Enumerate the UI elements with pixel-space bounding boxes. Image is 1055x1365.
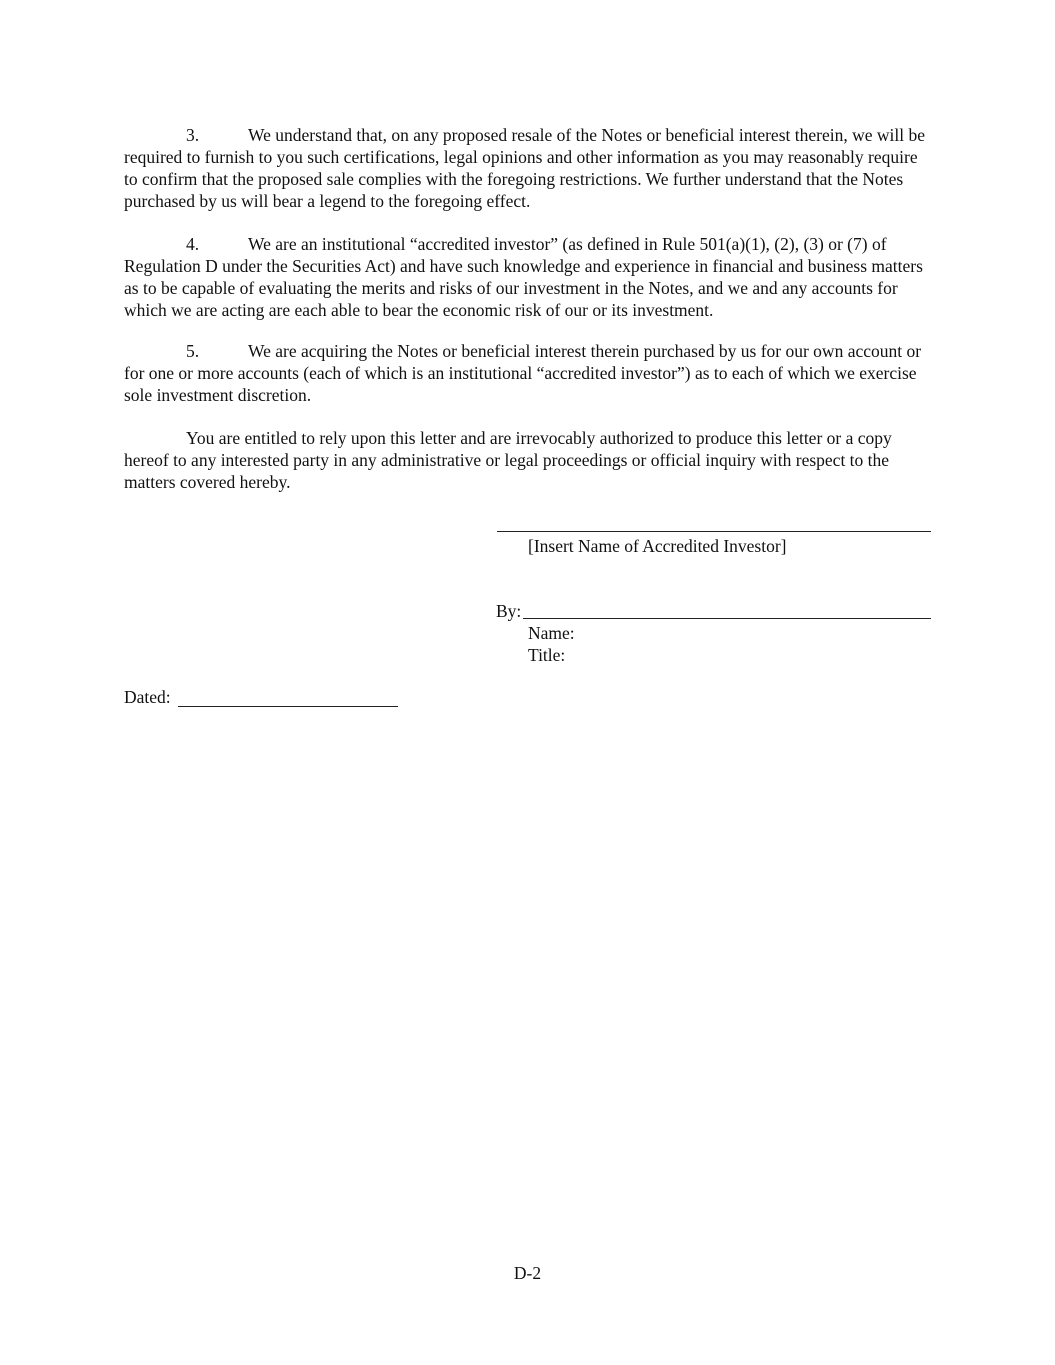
paragraph-number: 5. bbox=[186, 341, 200, 361]
closing-paragraph bbox=[124, 427, 934, 493]
paragraph-number: 3. bbox=[186, 125, 200, 145]
name-label: Name: bbox=[528, 623, 575, 643]
closing-paragraph-text: You are entitled to rely upon this letter and are irrevocably authorized to produce this letter or a copy hereof to any interested party in any administrative or legal proceedings or official inquiry with respect to the matters covered hereby. bbox=[124, 428, 892, 492]
paragraph-5 bbox=[124, 340, 934, 406]
by-label: By: bbox=[496, 601, 522, 621]
paragraph-number: 4. bbox=[186, 234, 200, 254]
paragraph-3 bbox=[124, 124, 934, 212]
paragraph-4 bbox=[124, 233, 934, 321]
dated-label: Dated: bbox=[124, 687, 171, 707]
dated-line bbox=[178, 706, 398, 707]
paragraph-text: We understand that, on any proposed resale of the Notes or beneficial interest therein, we will be required to furnish to you such certifications, legal opinions and other information as you may reasonably require to confirm that the proposed sale complies with the foregoing restrictions. We further understand that the Notes purchased by us will bear a legend to the foregoing effect. bbox=[124, 125, 925, 211]
investor-name-caption: [Insert Name of Accredited Investor] bbox=[528, 536, 787, 556]
page-number: D-2 bbox=[513, 1263, 542, 1283]
paragraph-text: We are an institutional “accredited investor” (as defined in Rule 501(a)(1), (2), (3) or (7) of Regulation D under the Securities Act) and have such knowledge and experience in financial and business matters as to be capable of evaluating the merits and risks of our investment in the Notes, and we and any accounts for which we are acting are each able to bear the economic risk of our or its investment. bbox=[124, 234, 923, 320]
title-label: Title: bbox=[528, 645, 566, 665]
investor-name-signature-line bbox=[497, 531, 931, 532]
paragraph-text: We are acquiring the Notes or beneficial interest therein purchased by us for our own account or for one or more accounts (each of which is an institutional “accredited investor”) as to each of which we exercise sole investment discretion. bbox=[124, 341, 922, 405]
by-signature-line bbox=[523, 618, 931, 619]
